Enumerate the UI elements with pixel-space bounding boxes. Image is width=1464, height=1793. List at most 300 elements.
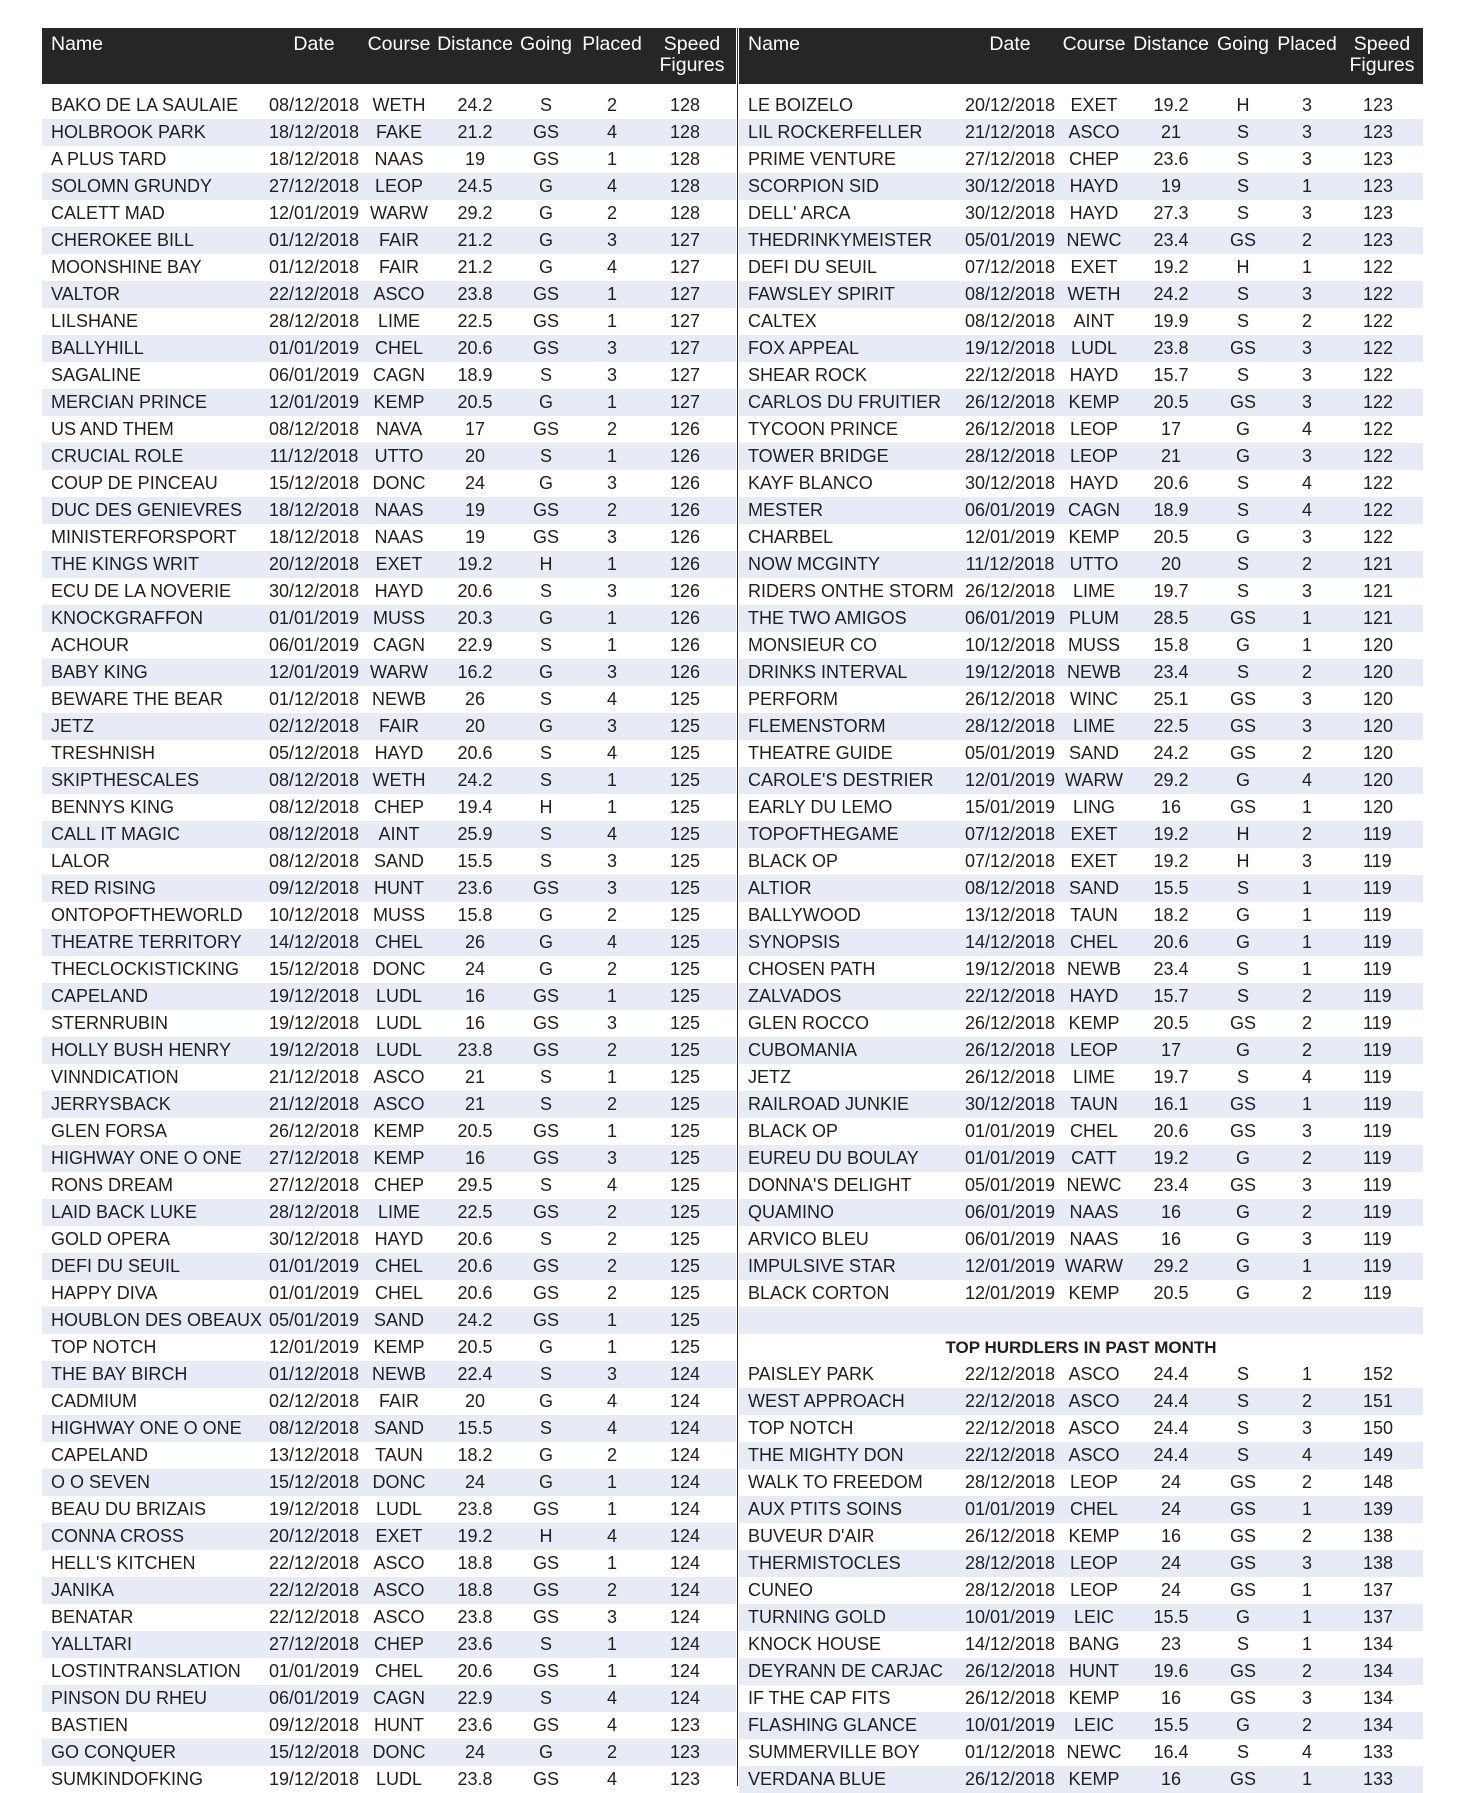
horse-name-cell: SKIPTHESCALES	[51, 770, 200, 790]
race-date-cell: 07/12/2018	[964, 824, 1056, 844]
distance-cell: 23.4	[1153, 230, 1189, 250]
going-cell: G	[538, 716, 553, 736]
speed-figure-cell: 119	[1363, 959, 1392, 979]
speed-figure-cell: 119	[1363, 1229, 1392, 1249]
distance-cell: 23.8	[457, 1607, 493, 1627]
horse-name-cell: MESTER	[748, 500, 824, 520]
horse-name-cell: BALLYWOOD	[748, 905, 861, 925]
course-cell: SAND	[1068, 743, 1119, 763]
header-figures: Figures	[659, 54, 725, 76]
placed-cell: 1	[606, 1472, 617, 1492]
race-date-cell: 30/12/2018	[964, 203, 1056, 223]
distance-cell: 18.2	[1153, 905, 1189, 925]
race-date-cell: 19/12/2018	[964, 959, 1056, 979]
horse-name-cell: DEYRANN DE CARJAC	[748, 1661, 944, 1681]
going-cell: GS	[532, 1607, 559, 1627]
race-date-cell: 18/12/2018	[268, 500, 360, 520]
distance-cell: 25.9	[457, 824, 493, 844]
table-row	[42, 1226, 736, 1253]
distance-cell: 24	[464, 473, 486, 493]
race-date-cell: 15/12/2018	[268, 473, 360, 493]
race-date-cell: 06/01/2019	[268, 635, 360, 655]
placed-cell: 1	[1301, 1580, 1312, 1600]
course-cell: HUNT	[1069, 1661, 1119, 1681]
distance-cell: 22.5	[457, 311, 493, 331]
table-row	[42, 1145, 736, 1172]
table-row	[739, 1604, 1423, 1631]
table-row	[42, 1037, 736, 1064]
race-date-cell: 08/12/2018	[268, 770, 360, 790]
placed-cell: 3	[606, 473, 617, 493]
speed-figure-cell: 134	[1363, 1634, 1394, 1654]
distance-cell: 19.4	[457, 797, 493, 817]
speed-figure-cell: 120	[1363, 689, 1394, 709]
going-cell: G	[538, 1337, 553, 1357]
placed-cell: 2	[606, 1445, 617, 1465]
horse-name-cell: TYCOON PRINCE	[748, 419, 899, 439]
going-cell: GS	[1229, 1580, 1256, 1600]
speed-figure-cell: 123	[1363, 149, 1394, 169]
placed-cell: 4	[1301, 770, 1312, 790]
table-row	[739, 254, 1423, 281]
horse-name-cell: THEDRINKYMEISTER	[748, 230, 933, 250]
table-row	[739, 1469, 1423, 1496]
placed-cell: 3	[606, 581, 617, 601]
placed-cell: 2	[606, 1580, 617, 1600]
table-row	[739, 632, 1423, 659]
horse-name-cell: AUX PTITS SOINS	[748, 1499, 903, 1519]
header-placed: Placed	[582, 33, 642, 55]
going-cell: GS	[532, 122, 559, 142]
distance-cell: 24	[464, 1742, 486, 1762]
course-cell: CHEL	[374, 932, 423, 952]
going-cell: S	[1236, 959, 1249, 979]
table-row	[42, 146, 736, 173]
course-cell: AINT	[1073, 311, 1115, 331]
distance-cell: 24.2	[1153, 743, 1189, 763]
race-date-cell: 20/12/2018	[268, 1526, 360, 1546]
going-cell: S	[1236, 986, 1249, 1006]
speed-figure-cell: 122	[1363, 284, 1394, 304]
distance-cell: 20.5	[1153, 1283, 1189, 1303]
distance-cell: 22.5	[1153, 716, 1189, 736]
table-row	[739, 551, 1423, 578]
placed-cell: 2	[606, 1040, 617, 1060]
horse-name-cell: BALLYHILL	[51, 338, 144, 358]
placed-cell: 1	[1301, 905, 1312, 925]
speed-figure-cell: 121	[1363, 608, 1394, 628]
race-date-cell: 10/12/2018	[268, 905, 360, 925]
table-row	[739, 1280, 1423, 1307]
distance-cell: 22.9	[457, 1688, 493, 1708]
table-row	[739, 281, 1423, 308]
distance-cell: 15.5	[1153, 1715, 1189, 1735]
distance-cell: 29.2	[1153, 770, 1189, 790]
going-cell: G	[538, 1391, 553, 1411]
course-cell: FAIR	[378, 230, 419, 250]
table-row	[42, 200, 736, 227]
distance-cell: 20.5	[457, 1337, 493, 1357]
placed-cell: 3	[1301, 1688, 1312, 1708]
table-row	[42, 1064, 736, 1091]
horse-name-cell: EARLY DU LEMO	[748, 797, 893, 817]
table-row	[739, 335, 1423, 362]
distance-cell: 16	[464, 1013, 486, 1033]
speed-figure-cell: 152	[1363, 1364, 1394, 1384]
speed-figure-cell: 125	[670, 851, 701, 871]
race-date-cell: 01/01/2019	[964, 1121, 1056, 1141]
speed-figure-cell: 127	[670, 392, 701, 412]
course-cell: AINT	[378, 824, 420, 844]
horse-name-cell: PINSON DU RHEU	[51, 1688, 208, 1708]
header-date: Date	[989, 33, 1031, 55]
placed-cell: 3	[1301, 149, 1312, 169]
course-cell: EXET	[1070, 257, 1118, 277]
table-row	[739, 1658, 1423, 1685]
table-row	[739, 983, 1423, 1010]
course-cell: LEOP	[1069, 1040, 1119, 1060]
speed-figure-cell: 138	[1363, 1553, 1394, 1573]
distance-cell: 16.2	[457, 662, 493, 682]
speed-figure-cell: 125	[670, 986, 701, 1006]
horse-name-cell: RAILROAD JUNKIE	[748, 1094, 910, 1114]
race-date-cell: 05/01/2019	[964, 1175, 1056, 1195]
horse-name-cell: BASTIEN	[51, 1715, 129, 1735]
speed-figure-cell: 127	[670, 338, 701, 358]
horse-name-cell: TURNING GOLD	[748, 1607, 887, 1627]
going-cell: S	[539, 1175, 552, 1195]
horse-name-cell: EUREU DU BOULAY	[748, 1148, 919, 1168]
race-date-cell: 15/12/2018	[268, 1742, 360, 1762]
race-date-cell: 19/12/2018	[964, 338, 1056, 358]
going-cell: GS	[532, 1040, 559, 1060]
horse-name-cell: JERRYSBACK	[51, 1094, 171, 1114]
horse-name-cell: GO CONQUER	[51, 1742, 177, 1762]
course-cell: FAIR	[378, 716, 419, 736]
horse-name-cell: A PLUS TARD	[51, 149, 167, 169]
distance-cell: 21	[1160, 446, 1182, 466]
speed-figure-cell: 119	[1363, 1202, 1392, 1222]
header-date: Date	[293, 33, 335, 55]
placed-cell: 4	[606, 1526, 617, 1546]
placed-cell: 2	[1301, 1013, 1312, 1033]
course-cell: HAYD	[1069, 203, 1119, 223]
speed-figure-cell: 128	[670, 149, 701, 169]
table-row	[739, 1388, 1423, 1415]
going-cell: GS	[1229, 392, 1256, 412]
table-row	[42, 902, 736, 929]
distance-cell: 15.7	[1153, 365, 1189, 385]
horse-name-cell: THE BAY BIRCH	[51, 1364, 188, 1384]
speed-figure-cell: 133	[1363, 1769, 1394, 1789]
distance-cell: 23.6	[457, 878, 493, 898]
going-cell: G	[1235, 1202, 1250, 1222]
course-cell: KEMP	[1068, 1688, 1120, 1708]
distance-cell: 20	[464, 1391, 486, 1411]
going-cell: S	[1236, 500, 1249, 520]
distance-cell: 22.9	[457, 635, 493, 655]
horse-name-cell: SCORPION SID	[748, 176, 880, 196]
placed-cell: 2	[1301, 1148, 1312, 1168]
horse-name-cell: SOLOMN GRUNDY	[51, 176, 213, 196]
table-row	[42, 308, 736, 335]
speed-figure-cell: 133	[1363, 1742, 1394, 1762]
horse-name-cell: CHEROKEE BILL	[51, 230, 195, 250]
horse-name-cell: BEAU DU BRIZAIS	[51, 1499, 207, 1519]
table-row	[42, 632, 736, 659]
course-cell: SAND	[373, 1310, 424, 1330]
horse-name-cell: QUAMINO	[748, 1202, 835, 1222]
horse-name-cell: CALETT MAD	[51, 203, 165, 223]
race-date-cell: 28/12/2018	[964, 446, 1056, 466]
going-cell: G	[1235, 932, 1250, 952]
speed-figure-cell: 125	[670, 1256, 701, 1276]
race-date-cell: 01/12/2018	[268, 689, 360, 709]
distance-cell: 18.9	[457, 365, 493, 385]
distance-cell: 20.6	[1153, 473, 1189, 493]
header-name: Name	[51, 33, 104, 55]
left-table-body	[42, 92, 736, 1793]
race-date-cell: 30/12/2018	[268, 581, 360, 601]
going-cell: GS	[1229, 1094, 1256, 1114]
distance-cell: 20.5	[457, 392, 493, 412]
going-cell: G	[538, 905, 553, 925]
going-cell: GS	[532, 284, 559, 304]
going-cell: GS	[532, 878, 559, 898]
going-cell: GS	[1229, 230, 1256, 250]
course-cell: CHEP	[373, 1175, 424, 1195]
table-row	[42, 1523, 736, 1550]
speed-figure-cell: 123	[670, 1715, 701, 1735]
going-cell: S	[1236, 122, 1249, 142]
speed-figure-cell: 119	[1363, 1256, 1392, 1276]
going-cell: GS	[532, 1121, 559, 1141]
distance-cell: 18.8	[457, 1553, 493, 1573]
placed-cell: 4	[1301, 1067, 1312, 1087]
table-row	[739, 1361, 1423, 1388]
placed-cell: 1	[606, 149, 617, 169]
table-row	[739, 1712, 1423, 1739]
placed-cell: 3	[606, 338, 617, 358]
going-cell: G	[538, 1472, 553, 1492]
race-date-cell: 14/12/2018	[964, 1634, 1056, 1654]
table-row	[739, 1739, 1423, 1766]
course-cell: ASCO	[373, 1553, 425, 1573]
header-speed-figures	[1341, 28, 1423, 84]
race-date-cell: 12/01/2019	[964, 1256, 1056, 1276]
table-row	[42, 1577, 736, 1604]
race-date-cell: 12/01/2019	[268, 203, 360, 223]
going-cell: S	[539, 851, 552, 871]
horse-name-cell: ECU DE LA NOVERIE	[51, 581, 232, 601]
speed-figure-cell: 124	[670, 1499, 701, 1519]
race-date-cell: 08/12/2018	[964, 878, 1056, 898]
horse-name-cell: CARLOS DU FRUITIER	[748, 392, 942, 412]
race-date-cell: 12/01/2019	[268, 392, 360, 412]
course-cell: WARW	[1065, 1256, 1123, 1276]
going-cell: G	[538, 662, 553, 682]
placed-cell: 3	[606, 1364, 617, 1384]
distance-cell: 24.2	[1153, 284, 1189, 304]
placed-cell: 1	[606, 1310, 617, 1330]
course-cell: NAAS	[374, 500, 424, 520]
race-date-cell: 26/12/2018	[964, 392, 1056, 412]
table-row	[739, 1064, 1423, 1091]
speed-figure-cell: 124	[670, 1607, 701, 1627]
going-cell: G	[1235, 1148, 1250, 1168]
race-date-cell: 09/12/2018	[268, 878, 360, 898]
distance-cell: 26	[464, 932, 486, 952]
horse-name-cell: BENNYS KING	[51, 797, 175, 817]
course-cell: CHEP	[373, 797, 424, 817]
course-cell: CHEP	[373, 1634, 424, 1654]
placed-cell: 3	[1301, 446, 1312, 466]
placed-cell: 4	[606, 1175, 617, 1195]
placed-cell: 4	[606, 122, 617, 142]
horse-name-cell: ONTOPOFTHEWORLD	[51, 905, 243, 925]
distance-cell: 20.5	[1153, 527, 1189, 547]
table-row	[739, 1550, 1423, 1577]
course-cell: LEOP	[1069, 1580, 1119, 1600]
horse-name-cell: KNOCK HOUSE	[748, 1634, 882, 1654]
race-date-cell: 01/01/2019	[964, 1148, 1056, 1168]
race-date-cell: 30/12/2018	[964, 473, 1056, 493]
table-row	[739, 389, 1423, 416]
distance-cell: 23.8	[457, 1499, 493, 1519]
placed-cell: 3	[606, 716, 617, 736]
placed-cell: 3	[606, 662, 617, 682]
course-cell: EXET	[375, 1526, 423, 1546]
table-row	[739, 470, 1423, 497]
distance-cell: 21	[464, 1067, 486, 1087]
course-cell: ASCO	[1068, 1418, 1120, 1438]
course-cell: NEWC	[1066, 1175, 1122, 1195]
table-row	[42, 1712, 736, 1739]
table-row	[42, 1685, 736, 1712]
course-cell: LUDL	[375, 1040, 423, 1060]
course-cell: CHEL	[374, 1256, 423, 1276]
table-row	[739, 227, 1423, 254]
placed-cell: 1	[606, 1553, 617, 1573]
distance-cell: 15.8	[1153, 635, 1189, 655]
table-row	[42, 1334, 736, 1361]
going-cell: GS	[1229, 689, 1256, 709]
table-row	[739, 848, 1423, 875]
race-date-cell: 18/12/2018	[268, 149, 360, 169]
placed-cell: 4	[606, 257, 617, 277]
speed-figure-cell: 139	[1363, 1499, 1394, 1519]
horse-name-cell: DEFI DU SEUIL	[748, 257, 878, 277]
horse-name-cell: CAPELAND	[51, 986, 149, 1006]
going-cell: G	[1235, 1256, 1250, 1276]
header-placed: Placed	[1277, 33, 1337, 55]
header-course: Course	[1062, 33, 1126, 55]
table-row	[42, 362, 736, 389]
placed-cell: 4	[606, 824, 617, 844]
race-date-cell: 22/12/2018	[964, 1445, 1056, 1465]
table-row	[42, 1442, 736, 1469]
distance-cell: 21	[464, 1094, 486, 1114]
speed-figure-cell: 119	[1363, 1283, 1392, 1303]
table-row	[42, 551, 736, 578]
placed-cell: 1	[1301, 797, 1312, 817]
table-row	[739, 902, 1423, 929]
placed-cell: 1	[606, 986, 617, 1006]
race-date-cell: 12/01/2019	[964, 770, 1056, 790]
table-row	[739, 524, 1423, 551]
going-cell: GS	[532, 1499, 559, 1519]
table-row	[739, 308, 1423, 335]
distance-cell: 20.3	[457, 608, 493, 628]
distance-cell: 21.2	[457, 257, 493, 277]
horse-name-cell: DELL' ARCA	[748, 203, 851, 223]
speed-figure-cell: 124	[670, 1688, 701, 1708]
course-cell: KEMP	[1068, 392, 1120, 412]
table-row	[739, 929, 1423, 956]
speed-figure-cell: 134	[1363, 1715, 1394, 1735]
horse-name-cell: THEATRE TERRITORY	[51, 932, 242, 952]
horse-name-cell: MOONSHINE BAY	[51, 257, 202, 277]
course-cell: HAYD	[374, 1229, 424, 1249]
race-date-cell: 08/12/2018	[964, 311, 1056, 331]
speed-figure-cell: 121	[1363, 554, 1394, 574]
placed-cell: 3	[606, 365, 617, 385]
horse-name-cell: RONS DREAM	[51, 1175, 174, 1195]
race-date-cell: 26/12/2018	[964, 689, 1056, 709]
course-cell: DONC	[372, 1742, 426, 1762]
speed-figure-cell: 125	[670, 1013, 701, 1033]
going-cell: S	[539, 1364, 552, 1384]
horse-name-cell: FLASHING GLANCE	[748, 1715, 918, 1735]
placed-cell: 3	[606, 1013, 617, 1033]
course-cell: EXET	[1070, 851, 1118, 871]
distance-cell: 19.2	[1153, 95, 1189, 115]
course-cell: CATT	[1071, 1148, 1117, 1168]
speed-figure-cell: 124	[670, 1553, 701, 1573]
horse-name-cell: CUNEO	[748, 1580, 814, 1600]
table-row	[42, 767, 736, 794]
speed-figure-cell: 125	[670, 824, 701, 844]
speed-figure-cell: 123	[1363, 176, 1394, 196]
horse-name-cell: TOPOFTHEGAME	[748, 824, 899, 844]
course-cell: KEMP	[373, 1121, 425, 1141]
going-cell: G	[538, 176, 553, 196]
race-date-cell: 30/12/2018	[964, 1094, 1056, 1114]
course-cell: KEMP	[373, 392, 425, 412]
course-cell: EXET	[375, 554, 423, 574]
going-cell: S	[1236, 1445, 1249, 1465]
header-going: Going	[519, 33, 573, 55]
header-distance: Distance	[437, 33, 513, 55]
distance-cell: 17	[1160, 1040, 1182, 1060]
placed-cell: 2	[606, 203, 617, 223]
table-row	[42, 1199, 736, 1226]
table-row	[42, 1631, 736, 1658]
course-cell: MUSS	[372, 608, 425, 628]
table-row	[42, 848, 736, 875]
horse-name-cell: HELL'S KITCHEN	[51, 1553, 196, 1573]
speed-figure-cell: 123	[1363, 95, 1394, 115]
race-date-cell: 01/12/2018	[268, 1364, 360, 1384]
table-row	[739, 578, 1423, 605]
race-date-cell: 30/12/2018	[964, 176, 1056, 196]
horse-name-cell: CRUCIAL ROLE	[51, 446, 184, 466]
speed-figure-cell: 123	[1363, 230, 1394, 250]
distance-cell: 23.8	[457, 1769, 493, 1789]
distance-cell: 24	[1160, 1499, 1182, 1519]
speed-figure-cell: 127	[670, 284, 701, 304]
race-date-cell: 22/12/2018	[268, 1553, 360, 1573]
